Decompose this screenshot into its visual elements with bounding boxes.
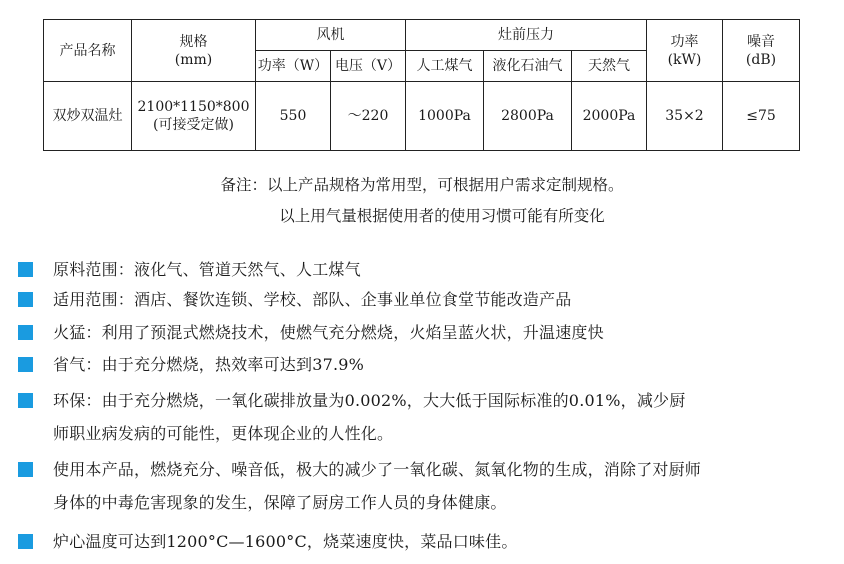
cell-natural-gas: 2000Pa xyxy=(572,82,647,151)
header-fan: 风机 xyxy=(256,20,406,51)
feature-text: 省气：由于充分燃烧，热效率可达到37.9% xyxy=(53,355,365,374)
feature-text-line-1: 环保：由于充分燃烧，一氧化碳排放量为0.002%，大大低于国际标准的0.01%，减少厨 xyxy=(53,391,686,410)
cell-spec xyxy=(132,82,256,151)
header-noise-label: 噪音 xyxy=(747,33,775,50)
cell-spec-size: 2100*1150*800 xyxy=(137,99,250,115)
feature-text: 炉心温度可达到1200°C—1600°C，烧菜速度快，菜品口味佳。 xyxy=(53,532,518,551)
note-line-2: 以上用气量根据使用者的使用习惯可能有所变化 xyxy=(279,207,605,225)
square-bullet-icon xyxy=(18,393,33,408)
square-bullet-icon xyxy=(18,357,33,372)
square-bullet-icon xyxy=(18,325,33,340)
square-bullet-icon xyxy=(18,292,33,307)
cell-product-name: 双炒双温灶 xyxy=(44,82,132,151)
header-product-name: 产品名称 xyxy=(44,20,132,82)
spec-table xyxy=(43,19,800,151)
header-spec xyxy=(132,20,256,82)
note-line-1: 备注：以上产品规格为常用型，可根据用户需求定制规格。 xyxy=(220,176,624,194)
cell-power: 35×2 xyxy=(647,82,723,151)
square-bullet-icon xyxy=(18,462,33,477)
cell-artificial-gas: 1000Pa xyxy=(406,82,484,151)
header-spec-unit: (mm) xyxy=(174,51,213,68)
cell-noise: ≤75 xyxy=(723,82,800,151)
header-noise xyxy=(723,20,800,82)
feature-text: 火猛：利用了预混式燃烧技术，使燃气充分燃烧，火焰呈蓝火状，升温速度快 xyxy=(53,323,604,342)
header-natural-gas: 天然气 xyxy=(572,51,647,82)
cell-fan-voltage: ～220 xyxy=(331,82,406,151)
feature-text-line-2: 师职业病发病的可能性，更体现企业的人性化。 xyxy=(53,424,394,443)
feature-text-line-2: 身体的中毒危害现象的发生，保障了厨房工作人员的身体健康。 xyxy=(53,493,507,512)
feature-text-line-1: 使用本产品，燃烧充分、噪音低，极大的减少了一氧化碳、氮氧化物的生成，消除了对厨师 xyxy=(53,460,702,479)
header-stove-pressure: 灶前压力 xyxy=(406,20,647,51)
header-noise-unit: (dB) xyxy=(745,51,777,68)
cell-lpg: 2800Pa xyxy=(484,82,572,151)
cell-spec-custom: (可接受定做) xyxy=(153,117,234,133)
header-fan-voltage: 电压（V） xyxy=(331,51,406,82)
header-lpg: 液化石油气 xyxy=(484,51,572,82)
square-bullet-icon xyxy=(18,262,33,277)
feature-text: 适用范围：酒店、餐饮连锁、学校、部队、企事业单位食堂节能改造产品 xyxy=(53,290,572,309)
square-bullet-icon xyxy=(18,534,33,549)
header-spec-label: 规格 xyxy=(179,33,208,50)
header-power xyxy=(647,20,723,82)
header-power-unit: (kW) xyxy=(667,51,702,68)
cell-fan-power: 550 xyxy=(256,82,331,151)
header-power-label: 功率 xyxy=(670,33,699,50)
header-fan-power: 功率（W） xyxy=(256,51,331,82)
header-artificial-gas: 人工煤气 xyxy=(406,51,484,82)
feature-text: 原料范围：液化气、管道天然气、人工煤气 xyxy=(53,260,361,279)
